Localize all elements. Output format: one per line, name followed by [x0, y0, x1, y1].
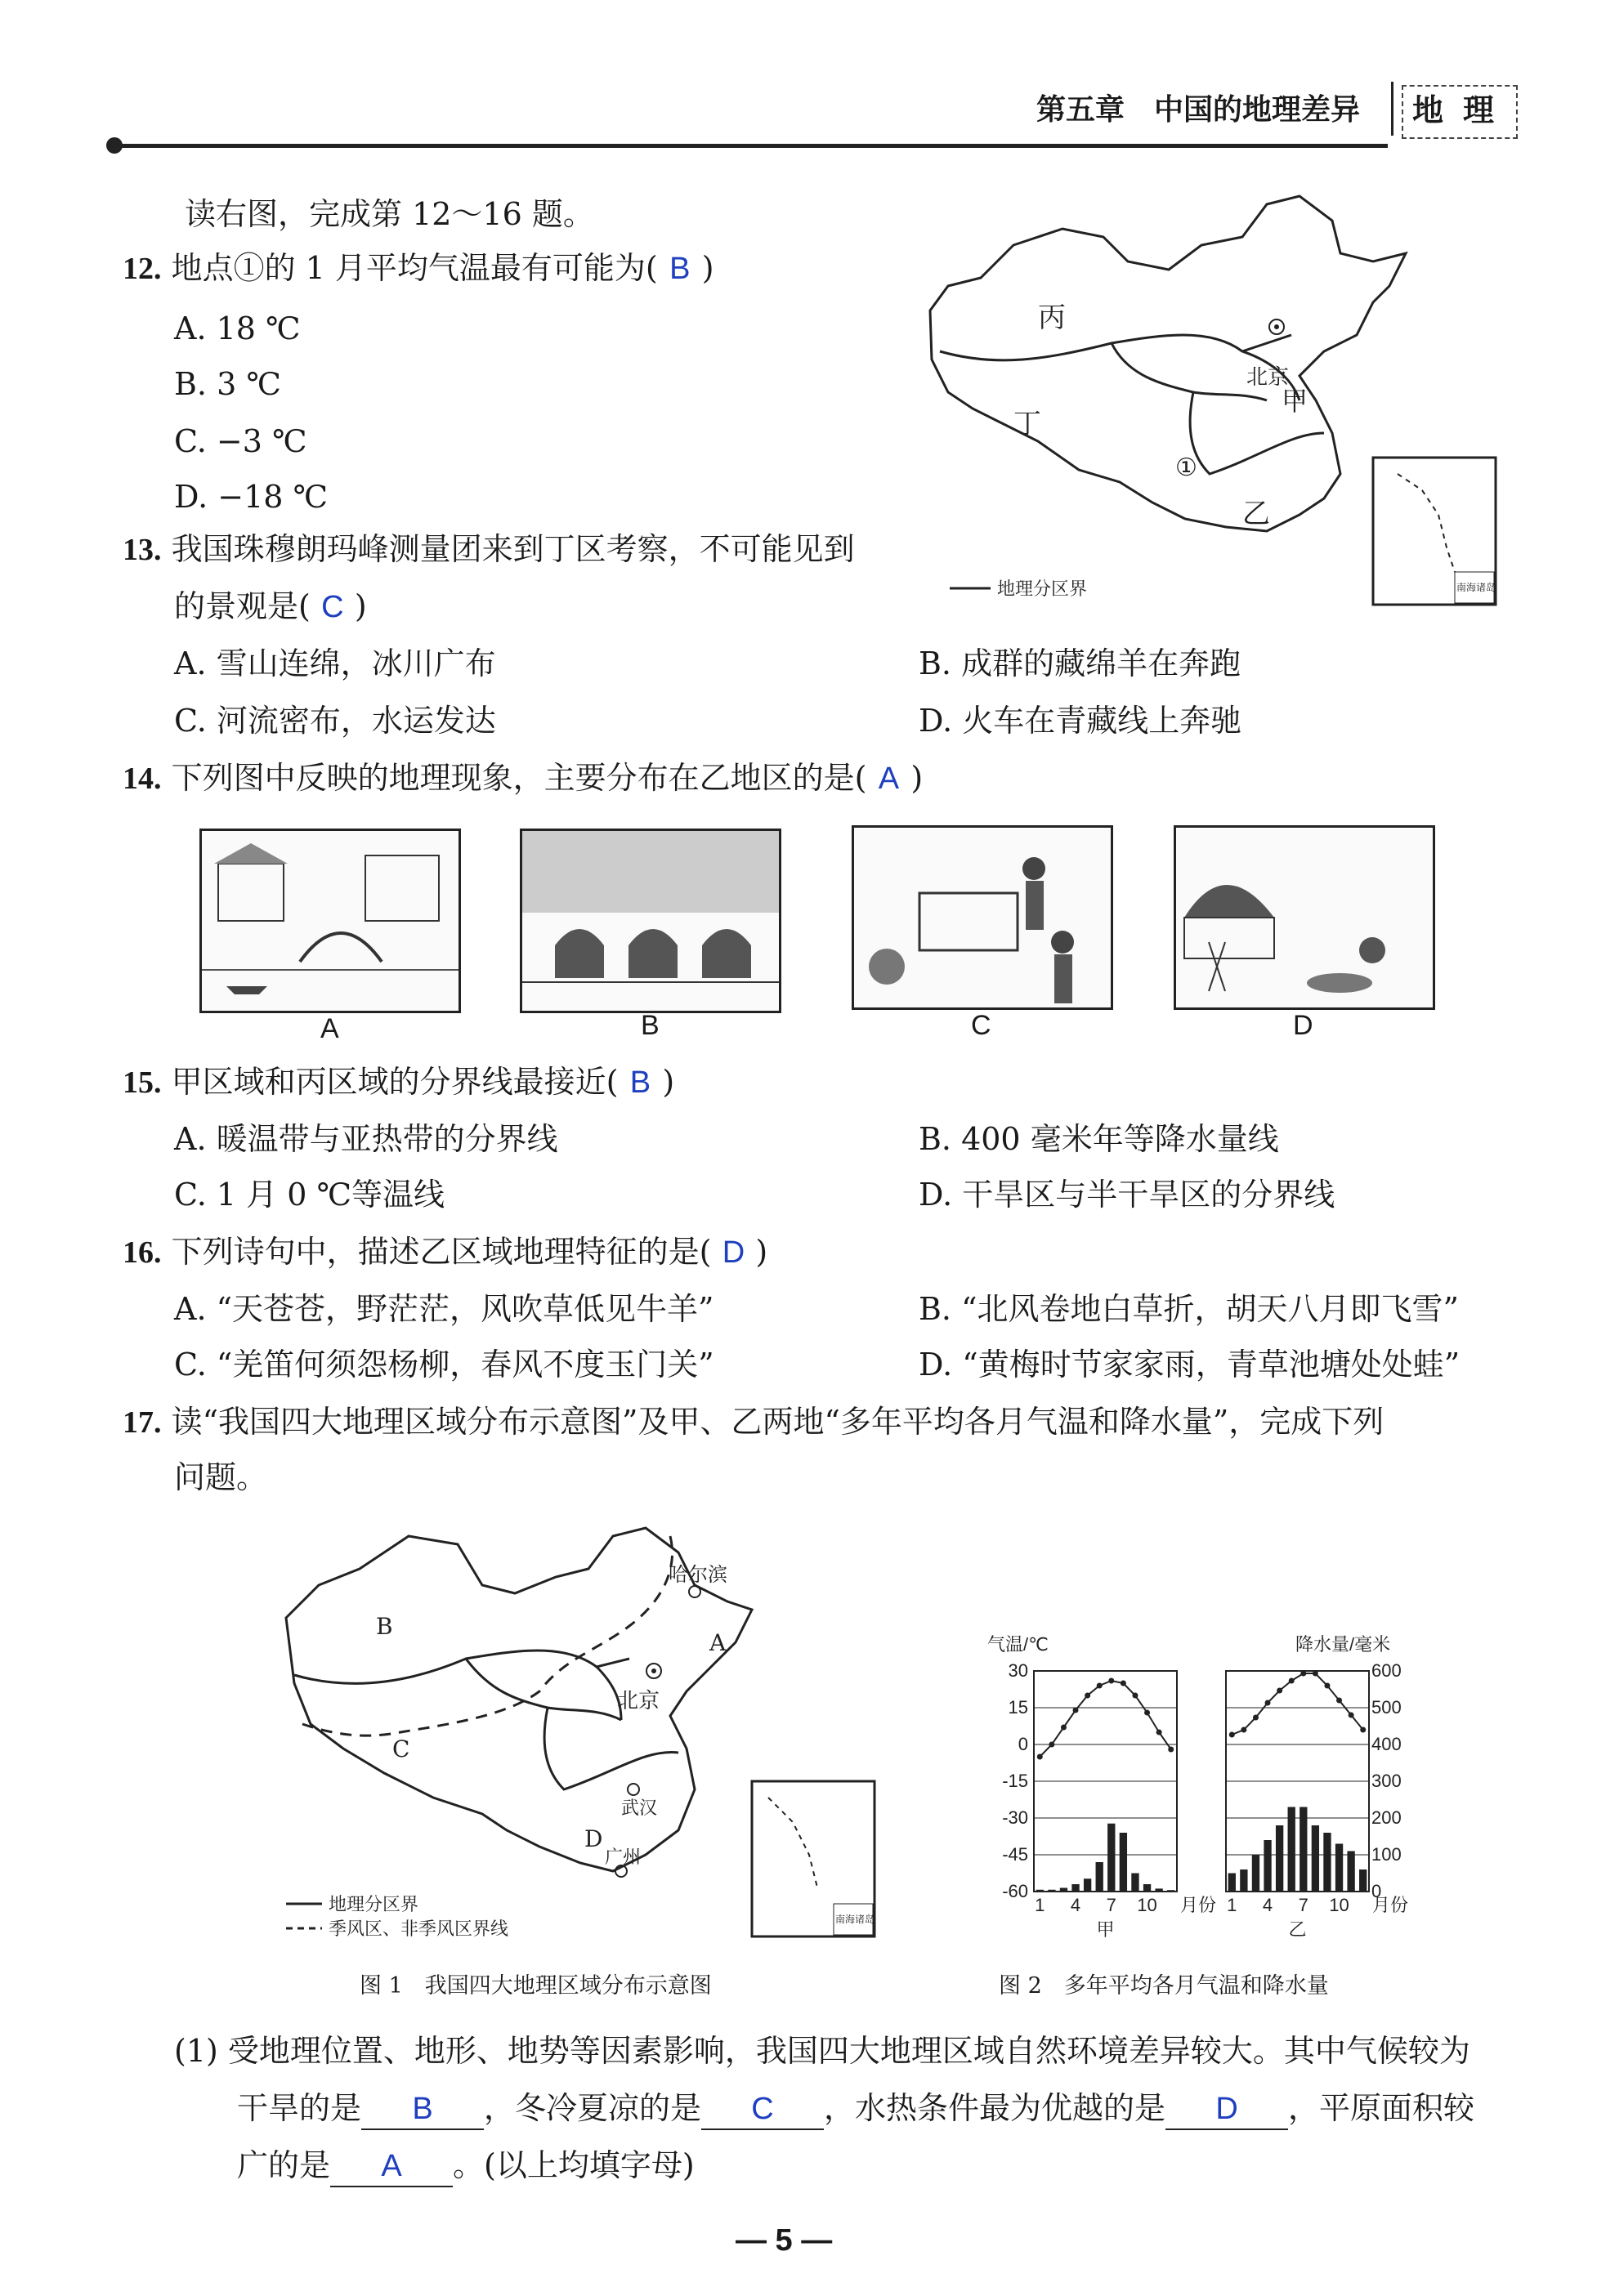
header-rule — [114, 144, 1388, 148]
subject-char-1: 地 — [1412, 92, 1444, 128]
q15-close: ) — [662, 1064, 675, 1100]
temp-point — [1085, 1693, 1090, 1699]
q14-label-a: A — [320, 1013, 339, 1044]
precip-bar — [1228, 1874, 1236, 1892]
q12-answer: B — [669, 252, 691, 286]
q14-picture-b — [520, 829, 781, 1013]
blank-best-region[interactable]: D — [1165, 2091, 1288, 2130]
precip-bar — [1120, 1833, 1127, 1892]
q14-label-d: D — [1293, 1010, 1313, 1041]
water-town-illustration-icon — [202, 831, 459, 1011]
q17-1-line-2 — [237, 2090, 1474, 2130]
temp-point — [1073, 1708, 1079, 1713]
precip-bar — [1323, 1833, 1331, 1892]
figure-1-caption: 图 1 我国四大地理区域分布示意图 — [360, 1973, 712, 1999]
map1-label-jia: 甲 — [1282, 386, 1308, 417]
precip-bar — [1288, 1807, 1295, 1892]
q14-picture-a — [199, 829, 461, 1013]
q14-stem — [123, 760, 923, 798]
temp-tick-label: -45 — [1002, 1844, 1028, 1865]
temp-point — [1265, 1700, 1271, 1706]
map1-legend: 地理分区界 — [997, 579, 1088, 600]
blank-cold-region[interactable]: C — [701, 2091, 824, 2130]
q15-option-a: A. 暖温带与亚热带的分界线 — [174, 1121, 558, 1157]
precip-tick-label: 400 — [1371, 1734, 1402, 1754]
q15-number: 15. — [123, 1065, 162, 1100]
blank-arid-region[interactable]: B — [361, 2091, 484, 2130]
temp-tick-label: 30 — [1008, 1660, 1028, 1681]
map2-label-a: A — [709, 1629, 727, 1656]
temp-tick-label: -30 — [1002, 1807, 1028, 1828]
subject-char-2: 理 — [1463, 92, 1495, 128]
map2-label-wuhan: 武汉 — [621, 1798, 658, 1819]
q16-option-c: C. “羌笛何须怨杨柳，春风不度玉门关” — [174, 1347, 714, 1383]
q13-stem-2 — [174, 588, 367, 627]
precip-bar — [1252, 1855, 1259, 1892]
q13-text-1: 我国珠穆朗玛峰测量团来到丁区考察，不可能见到 — [171, 531, 855, 567]
panel-name: 乙 — [1288, 1919, 1307, 1940]
map2-harbin-marker-icon — [689, 1586, 700, 1597]
china-region-map-2 — [270, 1520, 883, 1945]
temp-point — [1049, 1742, 1054, 1748]
yurt-grassland-illustration-icon — [1176, 828, 1433, 1007]
precip-axis-label: 降水量/毫米 — [1295, 1634, 1391, 1655]
temp-point — [1121, 1681, 1126, 1686]
q17-number: 17. — [123, 1405, 162, 1440]
precip-bar — [1155, 1888, 1162, 1892]
temp-tick-label: 15 — [1008, 1697, 1028, 1718]
q17-1-text-2c: ，水热条件最为优越的是 — [824, 2090, 1166, 2126]
precip-bar — [1084, 1878, 1091, 1892]
precip-bar — [1048, 1890, 1055, 1892]
precip-bar — [1071, 1884, 1079, 1892]
temp-point — [1336, 1698, 1342, 1704]
q17-1-text-2d: ，平原面积较 — [1288, 2090, 1475, 2126]
q17-stem-1 — [123, 1404, 1384, 1442]
temp-point — [1037, 1754, 1043, 1760]
temp-point — [1324, 1683, 1330, 1689]
q13-option-d: D. 火车在青藏线上奔驰 — [919, 703, 1242, 739]
temp-point — [1097, 1683, 1103, 1689]
loess-farming-illustration-icon — [854, 828, 1111, 1007]
q14-label-c: C — [971, 1010, 991, 1041]
q15-option-b: B. 400 毫米年等降水量线 — [919, 1121, 1279, 1157]
precip-bar — [1167, 1890, 1174, 1892]
month-tick-label: 4 — [1070, 1895, 1081, 1915]
q16-option-b: B. “北风卷地白草折，胡天八月即飞雪” — [919, 1291, 1459, 1327]
q17-stem-2: 问题。 — [174, 1459, 268, 1495]
map2-legend-1: 地理分区界 — [329, 1895, 419, 1915]
q12-option-b: B. 3 ℃ — [174, 366, 281, 402]
month-tick-label: 7 — [1106, 1895, 1116, 1915]
map2-wuhan-marker-icon — [628, 1784, 639, 1795]
temp-line — [1040, 1681, 1170, 1757]
map2-legend-2: 季风区、非季风区界线 — [329, 1919, 509, 1940]
precip-tick-label: 300 — [1371, 1771, 1402, 1791]
map1-inset-label: 南海诸岛 — [1456, 582, 1496, 593]
q16-number: 16. — [123, 1235, 162, 1270]
header-dot — [106, 137, 123, 154]
precip-bar — [1359, 1869, 1367, 1892]
q12-option-c: C. −3 ℃ — [174, 423, 307, 459]
q16-answer: D — [722, 1235, 745, 1270]
map1-label-beijing: 北京 — [1246, 365, 1290, 390]
map2-label-c: C — [392, 1735, 410, 1762]
precip-bar — [1347, 1852, 1354, 1892]
map1-label-ding: 丁 — [1013, 408, 1041, 440]
temp-point — [1241, 1727, 1246, 1733]
q13-option-b: B. 成群的藏绵羊在奔跑 — [919, 645, 1241, 681]
q15-text: 甲区域和丙区域的分界线最接近( — [171, 1064, 619, 1100]
temp-point — [1144, 1710, 1150, 1716]
panel-name: 甲 — [1096, 1919, 1115, 1940]
precip-tick-label: 0 — [1371, 1881, 1382, 1901]
q17-1-text-3b: 。(以上均填字母) — [453, 2147, 695, 2183]
q14-picture-d — [1174, 825, 1435, 1010]
q14-picture-c — [852, 825, 1113, 1010]
q14-number: 14. — [123, 762, 162, 796]
q13-stem-1 — [123, 531, 855, 570]
q17-1-line-3 — [237, 2147, 695, 2187]
blank-plain-region[interactable]: A — [330, 2148, 453, 2187]
precip-tick-label: 500 — [1371, 1697, 1402, 1718]
temp-point — [1168, 1747, 1174, 1753]
map2-label-guangzhou: 广州 — [605, 1847, 642, 1868]
precip-bar — [1276, 1825, 1283, 1892]
q16-stem — [123, 1234, 767, 1272]
q14-answer: A — [878, 762, 900, 796]
precip-bar — [1264, 1840, 1271, 1892]
temp-point — [1289, 1678, 1295, 1684]
map2-label-beijing: 北京 — [617, 1689, 660, 1713]
q16-text: 下列诗句中，描述乙区域地理特征的是( — [171, 1234, 712, 1270]
q12-close: ) — [701, 250, 714, 286]
q15-answer: B — [629, 1065, 651, 1100]
temp-point — [1349, 1713, 1354, 1718]
q17-1-line-1: (1) 受地理位置、地形、地势等因素影响，我国四大地理区域自然环境差异较大。其中气候较为 — [174, 2033, 1470, 2069]
q17-1-text-2a: 干旱的是 — [237, 2090, 362, 2126]
q12-option-a: A. 18 ℃ — [174, 310, 301, 346]
q15-stem — [123, 1064, 674, 1102]
q17-1-text-3a: 广的是 — [237, 2147, 331, 2183]
month-tick-label: 10 — [1329, 1895, 1349, 1915]
temp-point — [1277, 1688, 1282, 1694]
figure-2-caption: 图 2 多年平均各月气温和降水量 — [999, 1973, 1329, 1999]
q14-text: 下列图中反映的地理现象，主要分布在乙地区的是( — [171, 760, 867, 796]
temp-point — [1253, 1715, 1259, 1721]
month-tick-label: 1 — [1035, 1895, 1045, 1915]
precip-bar — [1240, 1869, 1247, 1892]
chapter-title: 第五章 中国的地理差异 — [1036, 92, 1361, 127]
temp-point — [1156, 1730, 1162, 1735]
q13-close: ) — [354, 588, 367, 624]
temp-point — [1061, 1725, 1067, 1731]
climate-panel-jia — [1034, 1671, 1216, 1940]
month-axis-label: 月份 — [1180, 1895, 1217, 1915]
temp-tick-label: -15 — [1002, 1771, 1028, 1791]
q12-option-d: D. −18 ℃ — [174, 479, 329, 515]
month-axis-label: 月份 — [1372, 1895, 1409, 1915]
china-region-map-1 — [915, 188, 1504, 613]
precip-tick-label: 100 — [1371, 1844, 1402, 1865]
temp-point — [1132, 1693, 1138, 1699]
precip-bar — [1060, 1888, 1067, 1892]
q17-text-1: 读“我国四大地理区域分布示意图”及甲、乙两地“多年平均各月气温和降水量”，完成下列 — [171, 1404, 1385, 1440]
temp-point — [1313, 1671, 1318, 1677]
precip-bar — [1335, 1844, 1343, 1892]
month-tick-label: 4 — [1262, 1895, 1273, 1915]
month-tick-label: 1 — [1227, 1895, 1237, 1915]
month-tick-label: 10 — [1137, 1895, 1157, 1915]
q15-option-d: D. 干旱区与半干旱区的分界线 — [919, 1177, 1335, 1213]
temp-axis-label: 气温/℃ — [987, 1634, 1049, 1655]
page-number: — 5 — — [736, 2223, 833, 2258]
q13-text-2: 的景观是( — [174, 588, 311, 624]
temp-point — [1360, 1727, 1366, 1733]
q15-option-c: C. 1 月 0 ℃等温线 — [174, 1177, 445, 1213]
temp-point — [1229, 1732, 1235, 1738]
q12-number: 12. — [123, 252, 162, 286]
precip-bar — [1143, 1884, 1151, 1892]
q12-text: 地点①的 1 月平均气温最有可能为( — [171, 250, 658, 286]
precip-tick-label: 200 — [1371, 1807, 1402, 1828]
q16-close: ) — [755, 1234, 768, 1270]
q12-stem — [123, 250, 714, 288]
precip-bar — [1036, 1890, 1044, 1892]
map1-label-bing: 丙 — [1038, 302, 1066, 334]
q17-1-text-2b: ，冬冷夏凉的是 — [484, 2090, 702, 2126]
precip-bar — [1107, 1824, 1115, 1892]
temp-tick-label: -60 — [1002, 1881, 1028, 1901]
precip-bar — [1131, 1874, 1138, 1892]
map2-label-b: B — [376, 1613, 393, 1640]
climate-chart — [981, 1626, 1438, 1953]
intro-text: 读右图，完成第 12～16 题。 — [185, 196, 594, 232]
temp-point — [1108, 1678, 1114, 1684]
month-tick-label: 7 — [1298, 1895, 1308, 1915]
q16-option-d: D. “黄梅时节家家雨，青草池塘处处蛙” — [919, 1347, 1461, 1383]
precip-bar — [1096, 1862, 1103, 1892]
map1-label-yi: 乙 — [1242, 498, 1270, 530]
map2-label-harbin: 哈尔滨 — [669, 1563, 727, 1586]
map2-label-d: D — [584, 1825, 603, 1852]
precip-bar — [1300, 1807, 1307, 1892]
temp-line — [1232, 1673, 1362, 1735]
cave-dwelling-illustration-icon — [522, 831, 779, 1011]
header-divider — [1391, 82, 1393, 136]
q16-option-a: A. “天苍苍，野茫茫，风吹草低见牛羊” — [174, 1291, 714, 1327]
q13-option-a: A. 雪山连绵，冰川广布 — [174, 645, 496, 681]
temp-tick-label: 0 — [1018, 1734, 1028, 1754]
q13-number: 13. — [123, 533, 162, 567]
q13-answer: C — [321, 590, 344, 624]
map1-label-point1: ① — [1175, 453, 1197, 482]
q14-label-b: B — [641, 1010, 660, 1041]
map2-inset-label: 南海诸岛 — [835, 1914, 875, 1925]
precip-tick-label: 600 — [1371, 1660, 1402, 1681]
temp-point — [1300, 1671, 1306, 1677]
precip-bar — [1312, 1825, 1319, 1892]
q13-option-c: C. 河流密布，水运发达 — [174, 703, 496, 739]
q14-close: ) — [910, 760, 924, 796]
